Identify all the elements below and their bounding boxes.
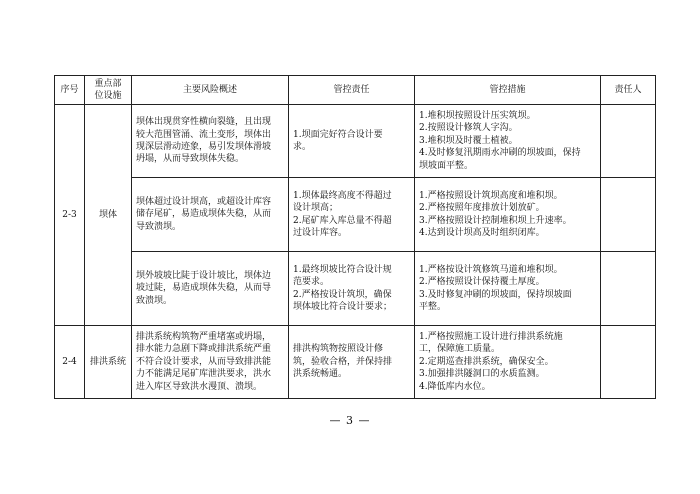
text-line: 求。 xyxy=(293,142,312,152)
text-line: 1.严格按照设计筑坝高度和堆积坝。 xyxy=(419,190,563,201)
person-cell xyxy=(601,178,656,252)
row-no: 2-3 xyxy=(55,105,85,326)
text-line: 现深层滑动迹象，易引发坝体滑坡 xyxy=(136,142,272,152)
text-line: 排水能力急剧下降或排洪系统严重 xyxy=(136,344,272,355)
text-line: 4.达到设计坝高及时组织闭库。 xyxy=(419,227,545,238)
text-line: 1.堆积坝按照设计压实筑坝。 xyxy=(419,110,536,121)
header-key-site-line1: 重点部 xyxy=(94,78,122,89)
table-header-row xyxy=(55,76,656,105)
text-line: 筑，验收合格，并保持排 xyxy=(293,356,393,367)
text-line: 1.坝体最终高度不得超过 xyxy=(293,190,392,201)
risk-cell xyxy=(132,252,289,326)
table-row xyxy=(55,178,656,252)
measures-cell xyxy=(415,252,601,326)
text-line: 3.堆积坝及时覆土植被。 xyxy=(419,135,518,146)
text-line: 4.降低库内水位。 xyxy=(419,381,491,392)
text-line: 排洪系统构筑物严重堵塞或坍塌， xyxy=(136,331,272,342)
risk-cell xyxy=(132,178,289,252)
header-no: 序号 xyxy=(55,76,85,105)
header-measures: 管控措施 xyxy=(415,76,601,105)
measures-cell xyxy=(415,178,601,252)
text-line: 1.严格按照施工设计进行排洪系统施 xyxy=(419,331,563,342)
responsibility-cell xyxy=(289,178,415,252)
text-line: 坍塌，从而导致坝体失稳。 xyxy=(136,154,245,165)
text-line: 不符合设计要求，从而导致排洪能 xyxy=(136,356,272,367)
page-number: — 3 — xyxy=(329,414,371,427)
row-site: 排洪系统 xyxy=(85,326,132,399)
text-line: 坝体超过设计坝高，或超设计库容 xyxy=(136,196,272,207)
text-line: 较大范围管涌、流土变形，坝体出 xyxy=(136,129,272,140)
measures-cell xyxy=(415,105,601,178)
text-line: 力不能满足尾矿库泄洪要求，洪水 xyxy=(136,369,272,380)
text-line: 2.按照设计修筑人字沟。 xyxy=(419,123,518,134)
text-line: 储存尾矿，易造成坝体失稳，从而 xyxy=(136,209,272,220)
text-line: 2.严格按照年度排放计划放矿。 xyxy=(419,203,545,214)
text-line: 洪系统畅通。 xyxy=(293,369,348,380)
text-line: 坝体坡比符合设计要求； xyxy=(293,301,393,312)
text-line: 1.严格按设计筑修筑马道和堆积坝。 xyxy=(419,264,563,275)
person-cell xyxy=(601,105,656,178)
responsibility-cell xyxy=(289,105,415,178)
header-responsibility: 管控责任 xyxy=(289,76,415,105)
header-key-site xyxy=(85,76,132,105)
row-site: 坝体 xyxy=(85,105,132,326)
person-cell xyxy=(601,326,656,399)
text-line: 导致溃坝。 xyxy=(136,221,182,232)
text-line: 2.严格按照设计保持覆土厚度。 xyxy=(419,277,545,288)
header-person: 责任人 xyxy=(601,76,656,105)
header-risk-summary: 主要风险概述 xyxy=(132,76,289,105)
table-row xyxy=(55,252,656,326)
text-line: 平整。 xyxy=(419,301,447,312)
text-line: 2.定期巡查排洪系统，确保安全。 xyxy=(419,356,554,367)
text-line: 范要求。 xyxy=(293,277,330,288)
responsibility-cell xyxy=(289,252,415,326)
table-row xyxy=(55,105,656,178)
table-row xyxy=(55,326,656,399)
person-cell xyxy=(601,252,656,326)
header-key-site-line2: 位设施 xyxy=(94,91,122,101)
text-line: 3.加强排洪隧洞口的水质监测。 xyxy=(419,369,545,380)
text-line: 坝外坡坡比陡于设计坡比，坝体边 xyxy=(136,270,272,281)
risk-cell xyxy=(132,326,289,399)
text-line: 4.及时修复汛期雨水冲刷的坝坡面，保持 xyxy=(419,148,581,159)
text-line: 2.尾矿库入库总量不得超 xyxy=(293,215,392,226)
responsibility-cell xyxy=(289,326,415,399)
text-line: 2.严格按设计筑坝，确保 xyxy=(293,289,392,300)
text-line: 1.最终坝坡比符合设计规 xyxy=(293,264,392,275)
measures-cell xyxy=(415,326,601,399)
text-line: 排洪构筑物按照设计修 xyxy=(293,344,384,355)
text-line: 致溃坝。 xyxy=(136,295,173,306)
text-line: 进入库区导致洪水漫顶、溃坝。 xyxy=(136,381,263,392)
text-line: 坝体出现贯穿性横向裂缝，且出现 xyxy=(136,117,272,128)
risk-control-table xyxy=(54,75,656,399)
text-line: 1.坝面完好符合设计要 xyxy=(293,129,383,140)
row-no: 2-4 xyxy=(55,326,85,399)
text-line: 3.及时修复冲刷的坝坡面，保持坝坡面 xyxy=(419,289,572,300)
text-line: 坡过陡，易造成坝体失稳，从而导 xyxy=(136,283,272,294)
text-line: 设计坝高； xyxy=(293,203,339,214)
text-line: 过设计库容。 xyxy=(293,227,348,238)
text-line: 工，保障施工质量。 xyxy=(419,344,501,355)
text-line: 坝坡面平整。 xyxy=(419,160,474,171)
text-line: 3.严格按照设计控制堆积坝上升速率。 xyxy=(419,215,572,226)
risk-cell xyxy=(132,105,289,178)
